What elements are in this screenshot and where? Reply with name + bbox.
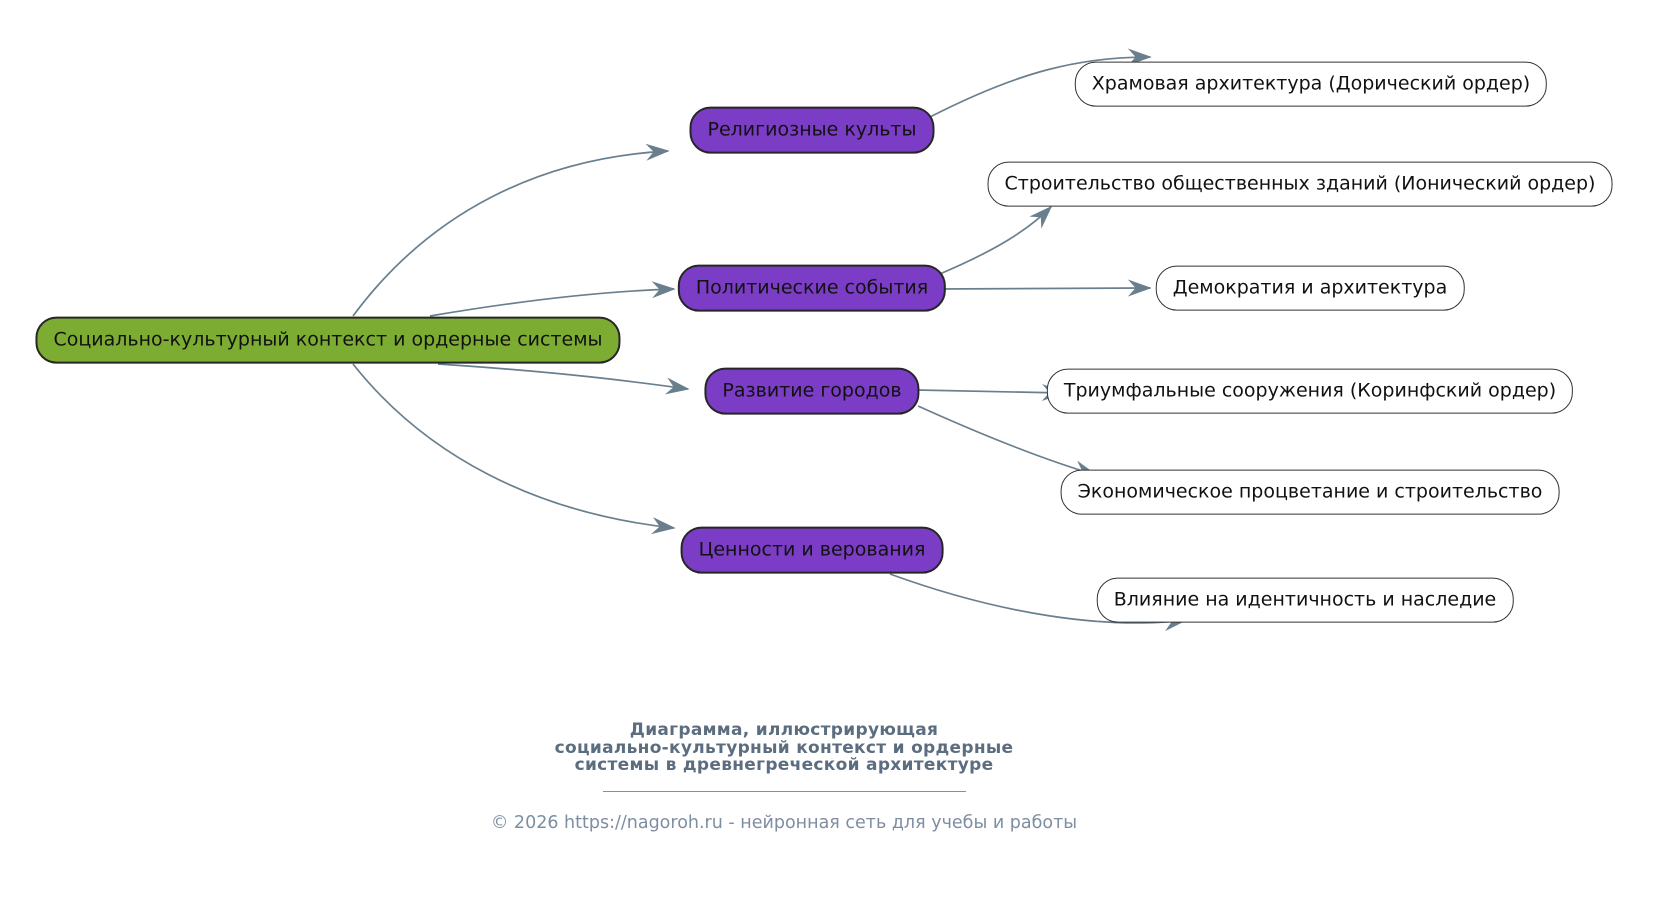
edge-root-values-beliefs [353,364,674,528]
edge-city-development-triumphal [917,390,1064,393]
edge-root-political-events [430,289,674,316]
node-branch-values-beliefs: Ценности и верования [681,527,944,574]
node-leaf-democracy-architecture: Демократия и архитектура [1156,266,1465,311]
node-branch-religious-cults: Религиозные культы [690,107,935,154]
node-leaf-triumphal-structures-corinthian: Триумфальные сооружения (Коринфский ордер) [1047,369,1573,414]
node-leaf-public-buildings-ionic: Строительство общественных зданий (Ионический ордер) [988,162,1613,207]
node-leaf-economic-prosperity: Экономическое процветание и строительство [1061,470,1560,515]
edge-root-city-development [438,364,688,389]
node-root-sociocultural-context: Социально-культурный контекст и ордерные системы [35,317,620,364]
diagram-caption [555,722,1014,775]
node-branch-political-events: Политические события [678,265,946,312]
edge-political-events-democracy [937,288,1150,289]
edge-political-events-public-buildings [935,207,1051,276]
caption-line-1: Диаграмма, иллюстрирующая [629,720,939,740]
footer-divider [603,791,966,792]
caption-line-3: системы в древнегреческой архитектуре [574,755,994,775]
caption-line-2: социально-культурный контекст и ордерные [554,737,1014,758]
node-branch-city-development: Развитие городов [704,368,919,415]
copyright-text: © 2026 https://nagoroh.ru - нейронная сеть для учебы и работы [490,813,1078,833]
node-leaf-identity-heritage: Влияние на идентичность и наследие [1097,578,1514,623]
edge-city-development-economic [918,406,1096,475]
node-leaf-temple-architecture-doric: Храмовая архитектура (Дорический ордер) [1075,62,1547,107]
